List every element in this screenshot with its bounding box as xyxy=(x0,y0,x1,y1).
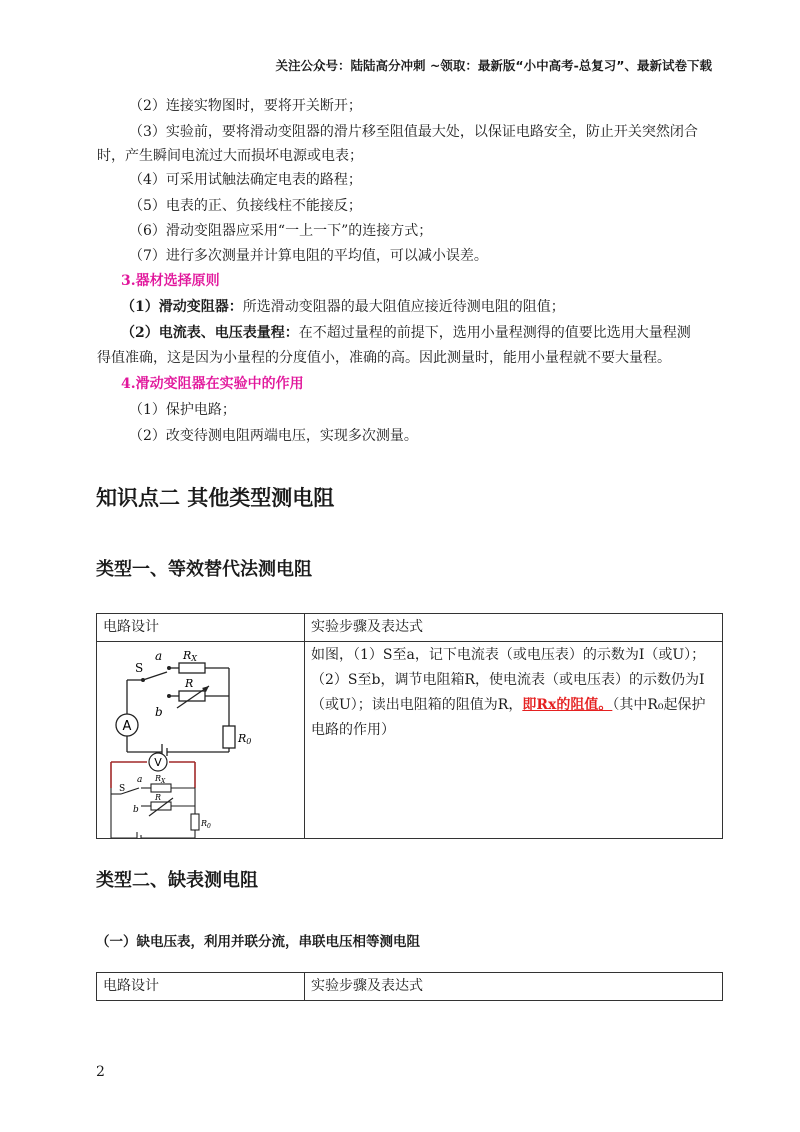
contact-b-label: b xyxy=(155,705,163,719)
type2-heading: 类型二、缺表测电阻 xyxy=(96,870,258,891)
section3-item1-label: （1）滑动变阻器： xyxy=(121,299,243,315)
note-3-cont: 时，产生瞬间电流过大而损坏电源或电表； xyxy=(97,148,363,164)
section3-item2-label: （2）电流表、电压表量程： xyxy=(121,325,299,341)
type1-heading: 类型一、等效替代法测电阻 xyxy=(96,559,312,580)
type1-table xyxy=(96,613,723,839)
rx-label-2: $R_X$ xyxy=(155,774,166,785)
col-circuit-header-2: 电路设计 xyxy=(97,973,305,1001)
section3-item2-text: 在不超过量程的前提下，选用小量程测得的值要比选用大量程测 xyxy=(298,325,691,341)
note-2: （2）连接实物图时，要将开关断开； xyxy=(129,98,362,114)
page-header: 关注公众号：陆陆高分冲刺 ~领取：最新版“小中高考-总复习”、最新试卷下载 xyxy=(275,58,712,73)
contact-a-label: a xyxy=(155,649,163,663)
circuit-cell xyxy=(97,642,305,839)
section4-title: 4.滑动变阻器在实验中的作用 xyxy=(121,376,304,392)
rx-label: RX xyxy=(183,649,197,663)
r-label-2: R xyxy=(155,793,162,802)
table-header-row xyxy=(97,973,723,1001)
type2-table xyxy=(96,972,723,1001)
ammeter-label: A xyxy=(122,719,132,734)
note-3: （3）实验前，要将滑动变阻器的滑片移至阻值最大处，以保证电路安全，防止开关突然闭合 xyxy=(129,124,698,140)
note-6: （6）滑动变阻器应采用“一上一下”的连接方式； xyxy=(129,223,433,239)
col-steps-header-2: 实验步骤及表达式 xyxy=(305,973,723,1001)
steps-cell xyxy=(305,642,723,839)
circuit-diagram xyxy=(97,642,304,838)
section3-item2-cont: 得值准确，这是因为小量程的分度值小，准确的高。因此测量时，能用小量程就不要大量程。 xyxy=(97,350,671,366)
note-7: （7）进行多次测量并计算电阻的平均值，可以减小误差。 xyxy=(129,248,488,264)
col-steps-header: 实验步骤及表达式 xyxy=(305,614,723,642)
section3-item1 xyxy=(121,297,565,317)
section4-item2: （2）改变待测电阻两端电压，实现多次测量。 xyxy=(129,428,418,444)
note-5: （5）电表的正、负接线柱不能接反； xyxy=(129,198,362,214)
page-number: 2 xyxy=(96,1064,105,1080)
note-4: （4）可采用试触法确定电表的路程； xyxy=(129,172,362,188)
section3-item2 xyxy=(121,323,691,343)
r0-label-2: $R_0$ xyxy=(201,819,211,830)
section3-item1-text: 所选滑动变阻器的最大阻值应接近待测电阻的阻值； xyxy=(242,299,565,315)
switch-label: S xyxy=(135,661,144,675)
r0-label: R0 xyxy=(238,732,252,746)
steps-note: （其中R₀起保护电路的作用） xyxy=(311,697,706,738)
contact-a-label-2: a xyxy=(137,775,143,785)
contact-b-label-2: b xyxy=(133,805,139,815)
table-row xyxy=(97,642,723,839)
steps-text: 如图，（1）S至a，记下电流表（或电压表）的示数为I（或U）；（2）S至b，调节电阻箱R，使电流表（或电压表）的示数仍为I（或U）；读出电阻箱的阻值为R， xyxy=(311,647,706,713)
switch-label-2: S xyxy=(119,784,126,794)
voltmeter-label: V xyxy=(154,756,162,769)
col-circuit-header: 电路设计 xyxy=(97,614,305,642)
section3-title: 3.器材选择原则 xyxy=(121,273,220,289)
r-label: R xyxy=(185,677,194,690)
section4-item1: （1）保护电路； xyxy=(129,402,236,418)
steps-highlight: 即Rx的阻值。 xyxy=(522,697,613,713)
knowledge-heading: 知识点二 其他类型测电阻 xyxy=(96,486,335,510)
type2-subheading: （一）缺电压表，利用并联分流，串联电压相等测电阻 xyxy=(96,934,420,950)
table-header-row xyxy=(97,614,723,642)
